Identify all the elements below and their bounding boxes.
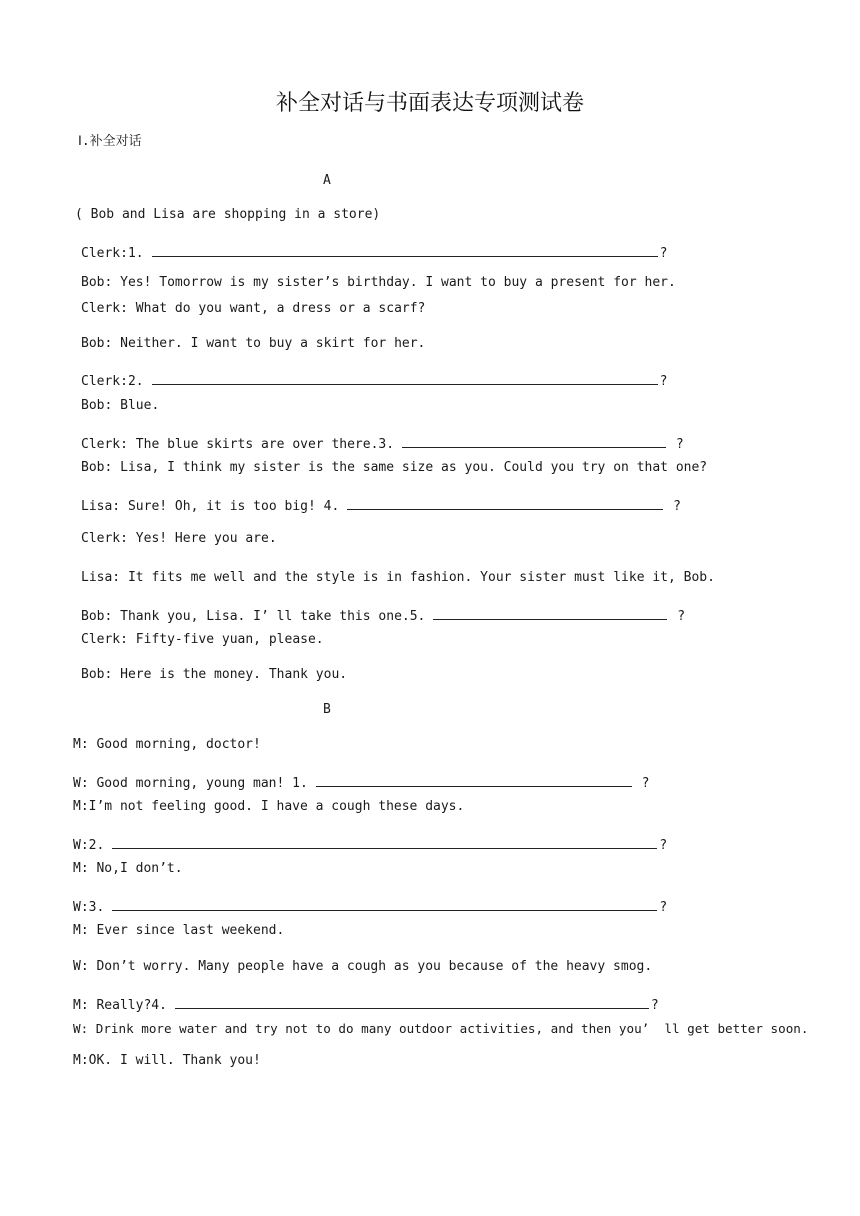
dialogue-line: [81, 434, 684, 453]
answer-blank[interactable]: [152, 243, 658, 257]
dialogue-text: ?: [659, 838, 668, 853]
dialogue-text: ?: [665, 499, 681, 514]
dialogue-text: ?: [650, 998, 659, 1013]
dialogue-text: Clerk:1.: [81, 246, 144, 261]
answer-blank[interactable]: [433, 606, 667, 620]
dialogue-line: [81, 496, 681, 515]
answer-blank[interactable]: [347, 496, 663, 510]
dialogue-text: W:2.: [73, 838, 105, 853]
dialogue-line: [81, 243, 667, 262]
dialogue-line: Bob: Here is the money. Thank you.: [81, 667, 348, 682]
dialogue-text: Bob: Thank you, Lisa. I’ ll take this one.5.: [81, 609, 426, 624]
dialogue-line: Bob: Yes! Tomorrow is my sister’s birthday. I want to buy a present for her.: [81, 275, 676, 290]
dialogue-text: ?: [669, 609, 686, 624]
dialogue-line: [81, 371, 667, 390]
answer-blank[interactable]: [316, 773, 632, 787]
dialogue-line: Clerk: What do you want, a dress or a scarf?: [81, 301, 426, 316]
dialogue-line: M: Good morning, doctor!: [73, 737, 261, 752]
dialogue-line: [73, 995, 659, 1014]
answer-blank[interactable]: [152, 371, 658, 385]
part-a-label: A: [323, 173, 331, 188]
part-a-intro: ( Bob and Lisa are shopping in a store): [75, 207, 381, 222]
dialogue-text: W: Good morning, young man! 1.: [73, 776, 308, 791]
dialogue-line: Bob: Lisa, I think my sister is the same size as you. Could you try on that one?: [81, 460, 708, 475]
dialogue-text: ?: [659, 374, 668, 389]
dialogue-line: [73, 897, 667, 916]
dialogue-text: Clerk:2.: [81, 374, 144, 389]
dialogue-line: W: Drink more water and try not to do many outdoor activities, and then you’ ll get better soon.: [73, 1021, 809, 1036]
dialogue-text: ?: [659, 246, 668, 261]
dialogue-line: M:I’m not feeling good. I have a cough these days.: [73, 799, 465, 814]
page-title: 补全对话与书面表达专项测试卷: [275, 91, 584, 116]
dialogue-text: M: Really?4.: [73, 998, 167, 1013]
dialogue-line: [73, 773, 649, 792]
dialogue-text: ?: [659, 900, 668, 915]
dialogue-line: W: Don’t worry. Many people have a cough as you because of the heavy smog.: [73, 959, 653, 974]
dialogue-text: Clerk: The blue skirts are over there.3.: [81, 437, 395, 452]
dialogue-line: Lisa: It fits me well and the style is in fashion. Your sister must like it, Bob.: [81, 570, 715, 585]
section-heading: Ⅰ.补全对话: [78, 134, 142, 149]
answer-blank[interactable]: [112, 897, 657, 911]
dialogue-text: Lisa: Sure! Oh, it is too big! 4.: [81, 499, 340, 514]
answer-blank[interactable]: [112, 835, 657, 849]
dialogue-line: Bob: Neither. I want to buy a skirt for her.: [81, 336, 426, 351]
dialogue-text: ?: [668, 437, 684, 452]
dialogue-line: Bob: Blue.: [81, 398, 160, 413]
dialogue-line: Clerk: Yes! Here you are.: [81, 531, 277, 546]
dialogue-text: ?: [633, 776, 650, 791]
dialogue-line: [81, 606, 685, 625]
dialogue-text: W:3.: [73, 900, 105, 915]
answer-blank[interactable]: [402, 434, 666, 448]
part-b-label: B: [323, 702, 331, 717]
dialogue-line: [73, 835, 667, 854]
answer-blank[interactable]: [175, 995, 649, 1009]
dialogue-line: M:OK. I will. Thank you!: [73, 1053, 261, 1068]
dialogue-line: M: No,I don’t.: [73, 861, 183, 876]
dialogue-line: M: Ever since last weekend.: [73, 923, 285, 938]
dialogue-line: Clerk: Fifty-five yuan, please.: [81, 632, 324, 647]
